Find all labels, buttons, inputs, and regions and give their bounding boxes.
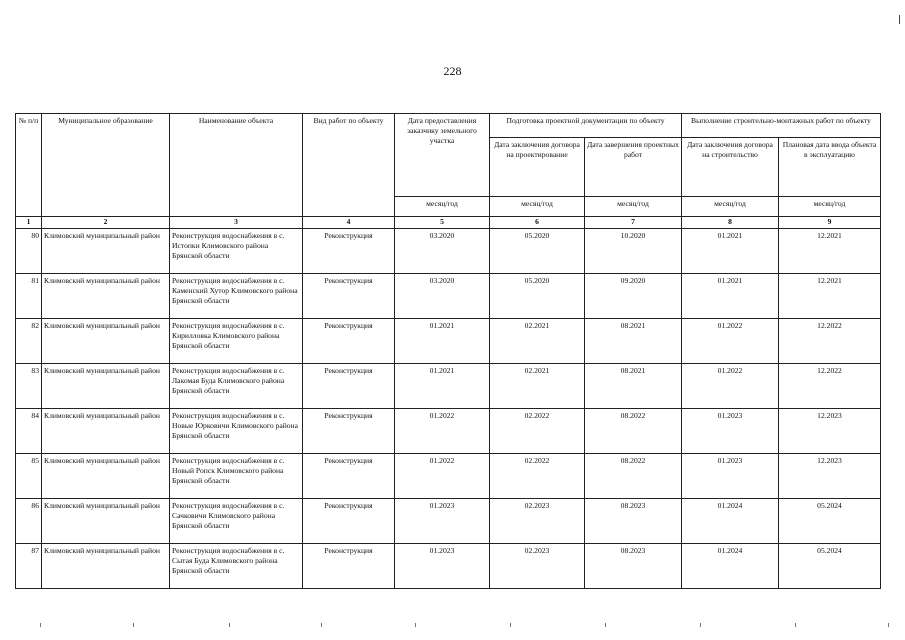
row-index: 83 bbox=[16, 364, 42, 409]
work-type-cell: Реконструкция bbox=[303, 274, 395, 319]
design-contract-date-cell: 02.2022 bbox=[490, 454, 585, 499]
commissioning-date-cell: 12.2021 bbox=[779, 274, 881, 319]
table-row bbox=[16, 499, 881, 544]
header-unit: месяц/год bbox=[682, 197, 779, 217]
column-number: 9 bbox=[779, 217, 881, 229]
design-contract-date-cell: 05.2020 bbox=[490, 274, 585, 319]
column-number: 1 bbox=[16, 217, 42, 229]
design-end-date-cell: 08.2021 bbox=[585, 364, 682, 409]
table-row bbox=[16, 274, 881, 319]
table-row bbox=[16, 319, 881, 364]
design-end-date-cell: 09.2020 bbox=[585, 274, 682, 319]
design-contract-date-cell: 02.2023 bbox=[490, 499, 585, 544]
column-number-row bbox=[16, 217, 881, 229]
header-land-date: Дата предоставления заказчику земельного участка bbox=[395, 114, 490, 197]
object-name-cell: Реконструкция водоснабжения в с. Каменский Хутор Климовского района Брянской области bbox=[170, 274, 303, 319]
header-design-complete: Дата завершения проектных работ bbox=[585, 138, 682, 197]
header-unit: месяц/год bbox=[395, 197, 490, 217]
column-number: 4 bbox=[303, 217, 395, 229]
header-object-name: Наименование объекта bbox=[170, 114, 303, 217]
scan-noise bbox=[0, 618, 905, 632]
object-name-cell: Реконструкция водоснабжения в с. Сытая Буда Климовского района Брянской области bbox=[170, 544, 303, 589]
table-row bbox=[16, 229, 881, 274]
header-num: № п/п bbox=[16, 114, 42, 217]
column-number: 8 bbox=[682, 217, 779, 229]
header-unit: месяц/год bbox=[585, 197, 682, 217]
table-row bbox=[16, 409, 881, 454]
construction-contract-date-cell: 01.2022 bbox=[682, 319, 779, 364]
object-name-cell: Реконструкция водоснабжения в с. Лакомая Буда Климовского района Брянской области bbox=[170, 364, 303, 409]
row-index: 87 bbox=[16, 544, 42, 589]
work-type-cell: Реконструкция bbox=[303, 364, 395, 409]
work-type-cell: Реконструкция bbox=[303, 229, 395, 274]
table-row bbox=[16, 544, 881, 589]
construction-schedule-table bbox=[15, 113, 881, 589]
table-row bbox=[16, 454, 881, 499]
land-date-cell: 01.2023 bbox=[395, 499, 490, 544]
column-number: 7 bbox=[585, 217, 682, 229]
page-number: 228 bbox=[443, 64, 462, 78]
header-unit: месяц/год bbox=[779, 197, 881, 217]
design-contract-date-cell: 02.2021 bbox=[490, 364, 585, 409]
object-name-cell: Реконструкция водоснабжения в с. Новые Юрковичи Климовского района Брянской области bbox=[170, 409, 303, 454]
header-work-type: Вид работ по объекту bbox=[303, 114, 395, 217]
column-number: 2 bbox=[42, 217, 170, 229]
header-contract-design: Дата заключения договора на проектирование bbox=[490, 138, 585, 197]
work-type-cell: Реконструкция bbox=[303, 544, 395, 589]
object-name-cell: Реконструкция водоснабжения в с. Истопки Климовского района Брянской области bbox=[170, 229, 303, 274]
work-type-cell: Реконструкция bbox=[303, 454, 395, 499]
column-number: 5 bbox=[395, 217, 490, 229]
land-date-cell: 03.2020 bbox=[395, 229, 490, 274]
land-date-cell: 01.2022 bbox=[395, 409, 490, 454]
construction-contract-date-cell: 01.2021 bbox=[682, 274, 779, 319]
design-contract-date-cell: 02.2021 bbox=[490, 319, 585, 364]
land-date-cell: 01.2021 bbox=[395, 319, 490, 364]
design-contract-date-cell: 05.2020 bbox=[490, 229, 585, 274]
design-contract-date-cell: 02.2022 bbox=[490, 409, 585, 454]
municipality-cell: Климовский муниципальный район bbox=[42, 364, 170, 409]
construction-contract-date-cell: 01.2023 bbox=[682, 454, 779, 499]
work-type-cell: Реконструкция bbox=[303, 499, 395, 544]
row-index: 80 bbox=[16, 229, 42, 274]
column-number: 3 bbox=[170, 217, 303, 229]
design-end-date-cell: 10.2020 bbox=[585, 229, 682, 274]
work-type-cell: Реконструкция bbox=[303, 319, 395, 364]
municipality-cell: Климовский муниципальный район bbox=[42, 319, 170, 364]
commissioning-date-cell: 05.2024 bbox=[779, 544, 881, 589]
commissioning-date-cell: 12.2021 bbox=[779, 229, 881, 274]
commissioning-date-cell: 12.2022 bbox=[779, 364, 881, 409]
row-index: 85 bbox=[16, 454, 42, 499]
commissioning-date-cell: 05.2024 bbox=[779, 499, 881, 544]
construction-contract-date-cell: 01.2024 bbox=[682, 544, 779, 589]
municipality-cell: Климовский муниципальный район bbox=[42, 454, 170, 499]
municipality-cell: Климовский муниципальный район bbox=[42, 409, 170, 454]
scan-edge-mark bbox=[899, 15, 900, 24]
row-index: 86 bbox=[16, 499, 42, 544]
municipality-cell: Климовский муниципальный район bbox=[42, 499, 170, 544]
construction-contract-date-cell: 01.2022 bbox=[682, 364, 779, 409]
design-end-date-cell: 08.2023 bbox=[585, 544, 682, 589]
header-design-group: Подготовка проектной документации по объекту bbox=[490, 114, 682, 138]
construction-contract-date-cell: 01.2023 bbox=[682, 409, 779, 454]
header-unit: месяц/год bbox=[490, 197, 585, 217]
commissioning-date-cell: 12.2022 bbox=[779, 319, 881, 364]
municipality-cell: Климовский муниципальный район bbox=[42, 544, 170, 589]
municipality-cell: Климовский муниципальный район bbox=[42, 229, 170, 274]
land-date-cell: 01.2022 bbox=[395, 454, 490, 499]
object-name-cell: Реконструкция водоснабжения в с. Новый Ропск Климовского района Брянской области bbox=[170, 454, 303, 499]
row-index: 81 bbox=[16, 274, 42, 319]
construction-contract-date-cell: 01.2024 bbox=[682, 499, 779, 544]
design-end-date-cell: 08.2022 bbox=[585, 409, 682, 454]
design-end-date-cell: 08.2022 bbox=[585, 454, 682, 499]
object-name-cell: Реконструкция водоснабжения в с. Кирилловка Климовского района Брянской области bbox=[170, 319, 303, 364]
table-row bbox=[16, 364, 881, 409]
land-date-cell: 03.2020 bbox=[395, 274, 490, 319]
object-name-cell: Реконструкция водоснабжения в с. Сачковичи Климовского района Брянской области bbox=[170, 499, 303, 544]
municipality-cell: Климовский муниципальный район bbox=[42, 274, 170, 319]
row-index: 82 bbox=[16, 319, 42, 364]
header-contract-construction: Дата заключения договора на строительство bbox=[682, 138, 779, 197]
header-commissioning: Плановая дата ввода объекта в эксплуатацию bbox=[779, 138, 881, 197]
commissioning-date-cell: 12.2023 bbox=[779, 454, 881, 499]
column-number: 6 bbox=[490, 217, 585, 229]
row-index: 84 bbox=[16, 409, 42, 454]
header-municipality: Муниципальное образование bbox=[42, 114, 170, 217]
header-construction-group: Выполнение строительно-монтажных работ по объекту bbox=[682, 114, 881, 138]
land-date-cell: 01.2021 bbox=[395, 364, 490, 409]
work-type-cell: Реконструкция bbox=[303, 409, 395, 454]
design-contract-date-cell: 02.2023 bbox=[490, 544, 585, 589]
land-date-cell: 01.2023 bbox=[395, 544, 490, 589]
commissioning-date-cell: 12.2023 bbox=[779, 409, 881, 454]
construction-contract-date-cell: 01.2021 bbox=[682, 229, 779, 274]
design-end-date-cell: 08.2023 bbox=[585, 499, 682, 544]
design-end-date-cell: 08.2021 bbox=[585, 319, 682, 364]
